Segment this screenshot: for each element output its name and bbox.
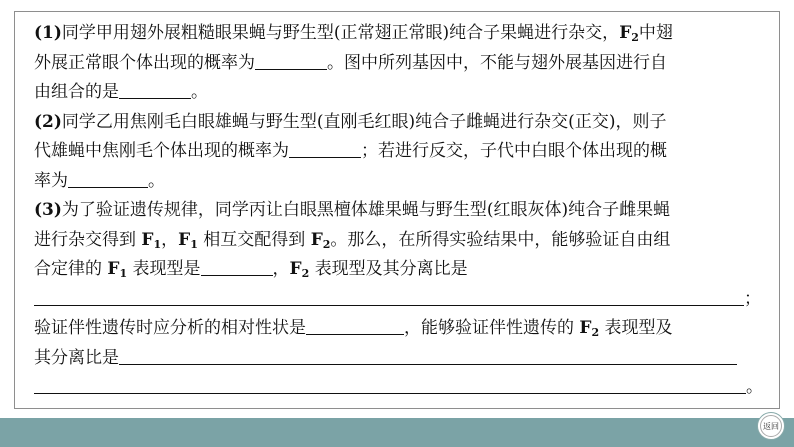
f2-label: $F_2$ <box>619 23 639 44</box>
question-content <box>34 19 774 403</box>
q1-number: (1) <box>34 23 62 43</box>
q2-text: 同学乙用焦刚毛白眼雄蝇与野生型(直刚毛红眼)纯合子雌蝇进行杂交(正交)，则子 <box>61 111 667 132</box>
f2-label-4: $F_2$ <box>579 318 600 339</box>
q3-text-5a: 验证伴性遗传时应分析的相对性状是 <box>34 318 306 338</box>
q1-blank-2[interactable] <box>119 80 191 99</box>
f1-label-2: $F_1$ <box>178 229 198 251</box>
q3-text-3b: 表现型是 <box>132 259 201 279</box>
q3-text-2c: 相互交配得到 <box>203 229 306 250</box>
q1-line-2 <box>34 49 774 79</box>
q3-text-5c: 表现型及 <box>604 318 673 338</box>
q3-line-1 <box>34 196 774 226</box>
q2-text-2a: 代雄蝇中焦刚毛个体出现的概率为 <box>34 141 289 161</box>
q3-line-4 <box>34 285 774 315</box>
f1-label-3: $F_1$ <box>107 259 128 280</box>
q3-line-3 <box>34 255 774 285</box>
q3-text-7end: 。 <box>746 377 763 397</box>
f2-label-3: $F_2$ <box>289 259 310 280</box>
back-button[interactable] <box>757 412 785 440</box>
f1-label: $F_1$ <box>141 229 162 251</box>
q2-text-3a: 率为 <box>34 170 68 191</box>
q2-text-2b: ；若进行反交，子代中白眼个体出现的概 <box>361 141 667 161</box>
q2-text-3b: 。 <box>148 170 165 191</box>
footer-bar <box>0 418 794 447</box>
q3-text-2d: 。那么，在所得实验结果中，能够验证自由组 <box>330 229 671 250</box>
q2-blank-1[interactable] <box>289 139 361 158</box>
q1-text-2b: 。图中所列基因中，不能与翅外展基因进行自 <box>327 52 667 73</box>
q3-line-6 <box>34 344 774 374</box>
f2-label-2: $F_2$ <box>310 229 331 251</box>
q3-text-2b: ， <box>161 229 179 250</box>
q3-line-7 <box>34 373 774 403</box>
q3-text-6a: 其分离比是 <box>34 347 119 368</box>
q3-text-3c: ， <box>272 259 290 279</box>
q1-text-3b: 。 <box>191 82 208 102</box>
q1-line-1 <box>34 19 774 49</box>
q1-blank-1[interactable] <box>255 51 327 70</box>
q3-blank-1[interactable] <box>201 257 273 276</box>
q3-blank-2[interactable] <box>34 287 744 306</box>
back-label: 返回 <box>763 421 779 431</box>
q3-text: 为了验证遗传规律，同学丙让白眼黑檀体雄果蝇与野生型(红眼灰体)纯合子雌果蝇 <box>61 200 671 220</box>
q1-text-2a: 外展正常眼个体出现的概率为 <box>34 52 255 73</box>
q2-line-1 <box>34 108 774 138</box>
q3-text-5b: ，能够验证伴性遗传的 <box>404 318 574 338</box>
q2-line-2 <box>34 137 774 167</box>
q2-blank-2[interactable] <box>68 169 148 188</box>
q3-text-3a: 合定律的 <box>34 259 102 279</box>
back-icon <box>760 415 782 437</box>
q3-text-4end: ； <box>744 288 761 309</box>
q3-blank-5[interactable] <box>34 375 746 394</box>
q2-number: (2) <box>34 111 62 132</box>
q3-blank-3[interactable] <box>306 316 404 335</box>
q1-line-3 <box>34 78 774 108</box>
q3-number: (3) <box>34 200 62 220</box>
q3-line-5 <box>34 314 774 344</box>
q1-text-3a: 由组合的是 <box>34 82 119 102</box>
q1-text: 同学甲用翅外展粗糙眼果蝇与野生型(正常翅正常眼)纯合子果蝇进行杂交， <box>61 23 620 43</box>
q3-text-3d: 表现型及其分离比是 <box>314 259 468 279</box>
q1-text-b: 中翅 <box>638 23 673 43</box>
q3-line-2 <box>34 226 774 256</box>
q3-blank-4[interactable] <box>119 346 737 365</box>
q3-text-2a: 进行杂交得到 <box>34 229 136 250</box>
q2-line-3 <box>34 167 774 197</box>
